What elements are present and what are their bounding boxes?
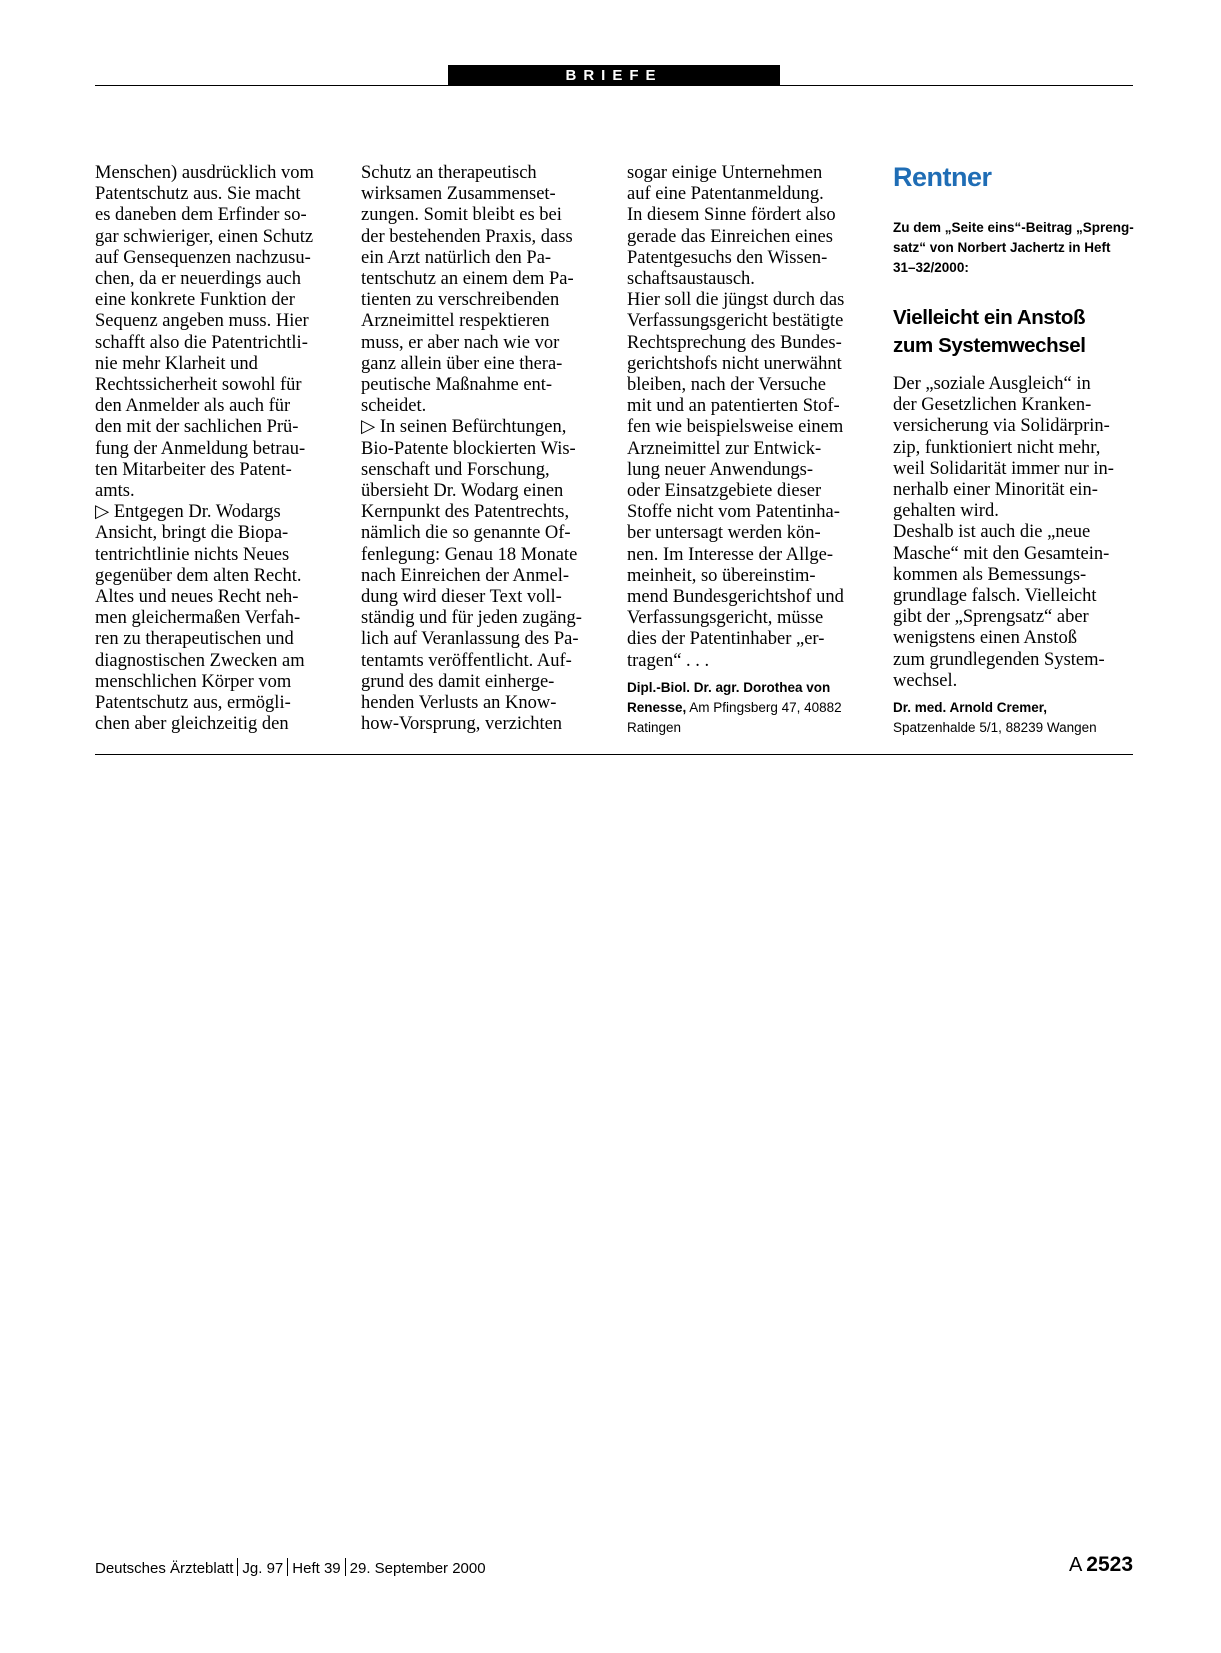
text-line: Arzneimittel zur Entwick-: [627, 438, 822, 459]
text-line: ▷ In seinen Befürchtungen,: [361, 417, 567, 438]
signature-renesse: [627, 678, 844, 738]
footer: [95, 1558, 486, 1577]
text-line: übersieht Dr. Wodarg einen: [361, 481, 564, 502]
footer-divider: [345, 1558, 346, 1576]
text-line: lich auf Veranlassung des Pa-: [361, 629, 579, 650]
text-line: scheidet.: [361, 396, 427, 417]
text-line: oder Einsatzgebiete dieser: [627, 481, 822, 502]
text-line: kommen als Bemessungs-: [893, 564, 1087, 585]
journal-date: 29. September 2000: [349, 1560, 486, 1577]
rubric-title: Rentner: [893, 162, 992, 192]
text-line: wechsel.: [893, 670, 958, 691]
text-line: grundlage falsch. Vielleicht: [893, 586, 1097, 607]
text-line: Ansicht, bringt die Biopa-: [95, 523, 289, 544]
header-rule: [95, 85, 1133, 86]
text-line: fenlegung: Genau 18 Monate: [361, 544, 578, 565]
text-line: fung der Anmeldung betrau-: [95, 438, 306, 459]
text-line: In diesem Sinne fördert also: [627, 205, 836, 226]
text-line: Deshalb ist auch die „neue: [893, 522, 1091, 543]
text-line: tragen“ . . .: [627, 650, 710, 671]
text-line: gibt der „Sprengsatz“ aber: [893, 607, 1089, 628]
column-3: [627, 163, 844, 738]
text-line: ein Arzt natürlich den Pa-: [361, 247, 552, 268]
text-line: ganz allein über eine thera-: [361, 353, 563, 374]
signature-name: Dipl.-Biol. Dr. agr. Dorothea von: [627, 679, 831, 695]
text-line: chen aber gleichzeitig den: [95, 714, 289, 735]
text-line: Rechtsprechung des Bundes-: [627, 332, 842, 353]
text-line: versicherung via Solidärprin-: [893, 416, 1110, 437]
text-line: Bio-Patente blockierten Wis-: [361, 438, 576, 459]
text-line: nach Einreichen der Anmel-: [361, 565, 570, 586]
text-line: sogar einige Unternehmen: [627, 163, 823, 183]
text-line: tentamts veröffentlicht. Auf-: [361, 650, 572, 671]
text-line: Menschen) ausdrücklich vom: [95, 163, 314, 183]
text-line: zum grundlegenden System-: [893, 649, 1105, 670]
text-line: grund des damit einherge-: [361, 671, 555, 692]
text-line: peutische Maßnahme ent-: [361, 375, 553, 396]
text-line: meinheit, so übereinstim-: [627, 565, 816, 586]
text-line: Verfassungsgericht, müsse: [627, 608, 824, 629]
text-line: bleiben, nach der Versuche: [627, 375, 826, 396]
reference-note: [893, 218, 1134, 278]
text-line: fen wie beispielsweise einem: [627, 417, 844, 438]
text-line: der bestehenden Praxis, dass: [361, 226, 573, 247]
signature-name: Dr. med. Arnold Cremer,: [893, 700, 1048, 716]
text-line: zip, funktioniert nicht mehr,: [893, 437, 1101, 458]
text-line: Kernpunkt des Patentrechts,: [361, 502, 570, 523]
text-line: tienten zu verschreibenden: [361, 290, 560, 311]
text-line: Patentgesuchs den Wissen-: [627, 247, 828, 268]
text-line: auf Gensequenzen nachzusu-: [95, 247, 311, 268]
text-line: Patentschutz aus. Sie macht: [95, 184, 301, 205]
text-line: diagnostischen Zwecken am: [95, 650, 305, 671]
text-line: Rechtssicherheit sowohl für: [95, 375, 302, 396]
text-line: gar schwieriger, einen Schutz: [95, 226, 314, 247]
signature-name: Renesse,: [627, 699, 687, 715]
text-line: nen. Im Interesse der Allge-: [627, 544, 833, 565]
text-line: how-Vorsprung, verzichten: [361, 714, 563, 735]
text-line: Patentschutz aus, ermögli-: [95, 693, 291, 714]
footer-divider: [237, 1558, 238, 1576]
signature-address: Am Pfingsberg 47, 40882: [686, 699, 842, 715]
text-line: menschlichen Körper vom: [95, 671, 292, 692]
page-prefix: A: [1068, 1554, 1083, 1576]
text-line: mit und an patentierten Stof-: [627, 396, 840, 417]
text-line: dung wird dieser Text voll-: [361, 587, 562, 608]
text-line: ber untersagt werden kön-: [627, 523, 821, 544]
column-4: [893, 374, 1114, 738]
text-line: es daneben dem Erfinder so-: [95, 205, 307, 226]
text-line: wirksamen Zusammenset-: [361, 184, 556, 205]
reference-line: Zu dem „Seite eins“-Beitrag „Spreng-: [893, 220, 1134, 235]
text-line: schafft also die Patentrichtli-: [95, 332, 308, 353]
text-line: schaftsaustausch.: [627, 269, 755, 290]
text-line: Der „soziale Ausgleich“ in: [893, 374, 1091, 394]
text-line: zungen. Somit bleibt es bei: [361, 205, 562, 226]
letter-headline: [893, 304, 1086, 360]
page-number: [1069, 1553, 1133, 1577]
text-line: gerade das Einreichen eines: [627, 226, 833, 247]
journal-volume: Jg. 97: [242, 1560, 284, 1577]
footer-divider: [287, 1558, 288, 1576]
text-line: men gleichermaßen Verfah-: [95, 608, 301, 629]
headline-line: Vielleicht ein Anstoß: [893, 306, 1086, 329]
text-line: senschaft und Forschung,: [361, 459, 550, 480]
text-line: Altes und neues Recht neh-: [95, 587, 299, 608]
journal-issue: Heft 39: [292, 1560, 341, 1577]
column-2: [361, 163, 582, 735]
section-label: BRIEFE: [448, 65, 780, 86]
text-line: weil Solidarität immer nur in-: [893, 458, 1114, 479]
text-line: Sequenz angeben muss. Hier: [95, 311, 309, 332]
text-line: ren zu therapeutischen und: [95, 629, 294, 650]
reference-line: 31–32/2000:: [893, 260, 969, 275]
text-line: wenigstens einen Anstoß: [893, 628, 1077, 649]
text-line: gehalten wird.: [893, 501, 999, 522]
text-line: Masche“ mit den Gesamtein-: [893, 543, 1110, 564]
text-line: henden Verlusts an Know-: [361, 693, 557, 714]
text-line: mend Bundesgerichtshof und: [627, 587, 844, 608]
text-line: den Anmelder als auch für: [95, 396, 291, 417]
text-line: nämlich die so genannte Of-: [361, 523, 571, 544]
column-4-body: [893, 374, 1114, 692]
bottom-rule: [95, 754, 1133, 755]
journal-name: Deutsches Ärzteblatt: [95, 1560, 234, 1577]
text-line: lung neuer Anwendungs-: [627, 459, 813, 480]
text-line: eine konkrete Funktion der: [95, 290, 295, 311]
text-line: nie mehr Klarheit und: [95, 353, 258, 374]
text-line: auf eine Patentanmeldung.: [627, 184, 824, 205]
text-line: dies der Patentinhaber „er-: [627, 629, 825, 650]
text-line: Schutz an therapeutisch: [361, 163, 537, 183]
text-line: chen, da er neuerdings auch: [95, 269, 301, 290]
page-number-value: 2523: [1086, 1553, 1133, 1576]
text-line: amts.: [95, 481, 135, 502]
signature-address: Spatzenhalde 5/1, 88239 Wangen: [893, 720, 1097, 736]
signature-address: Ratingen: [627, 719, 682, 735]
text-line: gerichtshofs nicht unerwähnt: [627, 353, 842, 374]
text-line: nerhalb einer Minorität ein-: [893, 480, 1098, 501]
text-line: tentschutz an einem dem Pa-: [361, 269, 574, 290]
column-1: [95, 163, 314, 735]
text-line: gegenüber dem alten Recht.: [95, 565, 302, 586]
text-line: Verfassungsgericht bestätigte: [627, 311, 844, 332]
text-line: Arzneimittel respektieren: [361, 311, 550, 332]
reference-line: satz“ von Norbert Jachertz in Heft: [893, 240, 1111, 255]
signature-cremer: [893, 698, 1114, 738]
text-line: ▷ Entgegen Dr. Wodargs: [95, 502, 281, 523]
text-line: Hier soll die jüngst durch das: [627, 290, 845, 311]
headline-line: zum Systemwechsel: [893, 334, 1086, 357]
text-line: muss, er aber nach wie vor: [361, 332, 560, 353]
text-line: ten Mitarbeiter des Patent-: [95, 459, 292, 480]
text-line: Stoffe nicht vom Patentinha-: [627, 502, 840, 523]
text-line: den mit der sachlichen Prü-: [95, 417, 299, 438]
text-line: der Gesetzlichen Kranken-: [893, 395, 1092, 416]
text-line: ständig und für jeden zugäng-: [361, 608, 582, 629]
column-3-body: [627, 163, 844, 672]
text-line: tentrichtlinie nichts Neues: [95, 544, 290, 565]
